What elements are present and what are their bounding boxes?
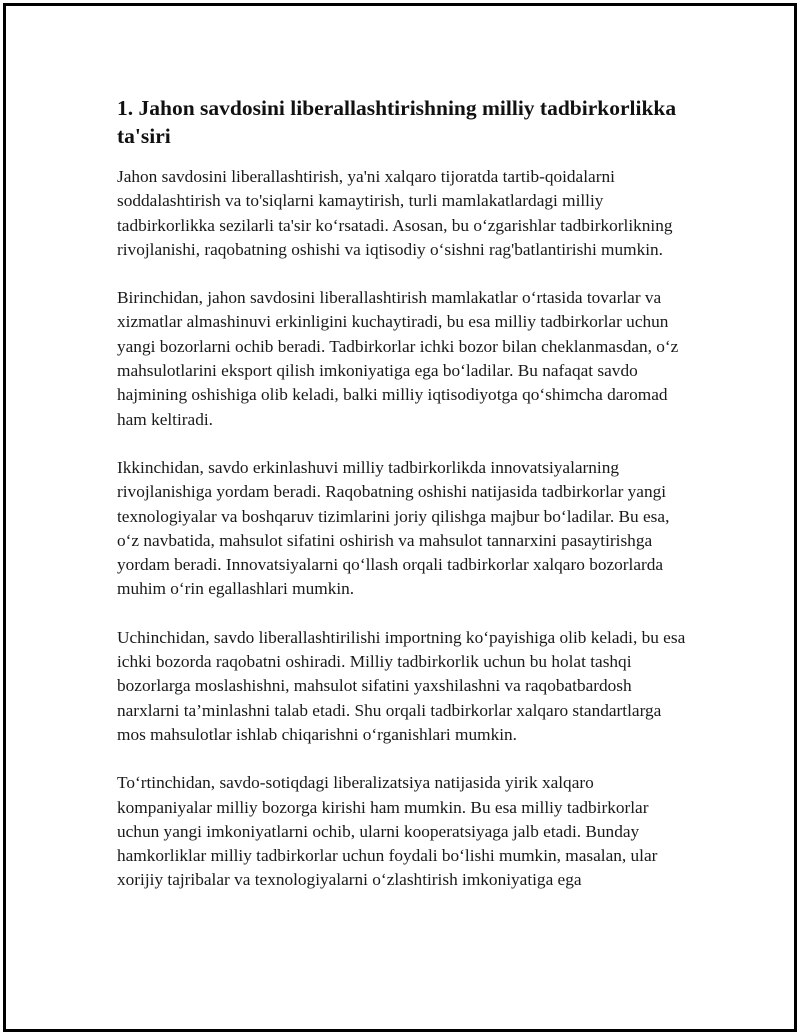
section-heading: 1. Jahon savdosini liberallashtirishning milliy tadbirkorlikka ta'siri bbox=[117, 96, 677, 148]
paragraph-third-point: Uchinchidan, savdo liberallashtirilishi importning ko‘payishiga olib keladi, bu esa ichki bozorda raqobatni oshiradi. Milliy tadbirkorlik uchun bu holat tashqi bozorlarga moslashishni, mahsulot sifatini yaxshilashni va raqobatbardosh narxlarni ta’minlashni talab etadi. Shu orqali tadbirkorlar xalqaro standartlarga mos mahsulotlar ishlab chiqarishni o‘rganishlari mumkin. bbox=[117, 627, 686, 744]
paragraph-first-point: Birinchidan, jahon savdosini liberallashtirish mamlakatlar o‘rtasida tovarlar va xizmatlar almashinuvi erkinligini kuchaytiradi, bu esa milliy tadbirkorlar uchun yangi bozorlarni ochib beradi. Tadbirkorlar ichki bozor bilan cheklanmasdan, o‘z mahsulotlarini eksport qilish imkoniyatiga ega bo‘ladilar. Bu nafaqat savdo hajmining oshishiga olib keladi, balki milliy iqtisodiyotga qo‘shimcha daromad ham keltiradi. bbox=[117, 288, 679, 429]
paragraph-fourth-point: To‘rtinchidan, savdo-sotiqdagi liberalizatsiya natijasida yirik xalqaro kompaniyalar milliy bozorga kirishi ham mumkin. Bu esa milliy tadbirkorlar uchun yangi imkoniyatlarni ochib, ularni kooperatsiyaga jalb etadi. Bunday hamkorliklar milliy tadbirkorlar uchun foydali bo‘lishi mumkin, masalan, ular xorijiy tajribalar va texnologiyalarni o‘zlashtirish imkoniyatiga ega bbox=[117, 773, 658, 890]
paragraph-intro: Jahon savdosini liberallashtirish, ya'ni xalqaro tijoratda tartib-qoidalarni soddalashtirish va to'siqlarni kamaytirish, turli mamlakatlardagi milliy tadbirkorlikka sezilarli ta'sir ko‘rsatadi. Asosan, bu o‘zgarishlar tadbirkorlikning rivojlanishi, raqobatning oshishi va iqtisodiy o‘sishni rag'batlantirishi mumkin. bbox=[117, 167, 673, 259]
document-body bbox=[117, 94, 692, 917]
paragraph-second-point: Ikkinchidan, savdo erkinlashuvi milliy tadbirkorlikda innovatsiyalarning rivojlanishiga yordam beradi. Raqobatning oshishi natijasida tadbirkorlar yangi texnologiyalar va boshqaruv tizimlarini joriy qilishga majbur bo‘ladilar. Bu esa, o‘z navbatida, mahsulot sifatini oshirish va mahsulot tannarxini pasaytirishga yordam beradi. Innovatsiyalarni qo‘llash orqali tadbirkorlar xalqaro bozorlarda muhim o‘rin egallashlari mumkin. bbox=[117, 457, 670, 599]
